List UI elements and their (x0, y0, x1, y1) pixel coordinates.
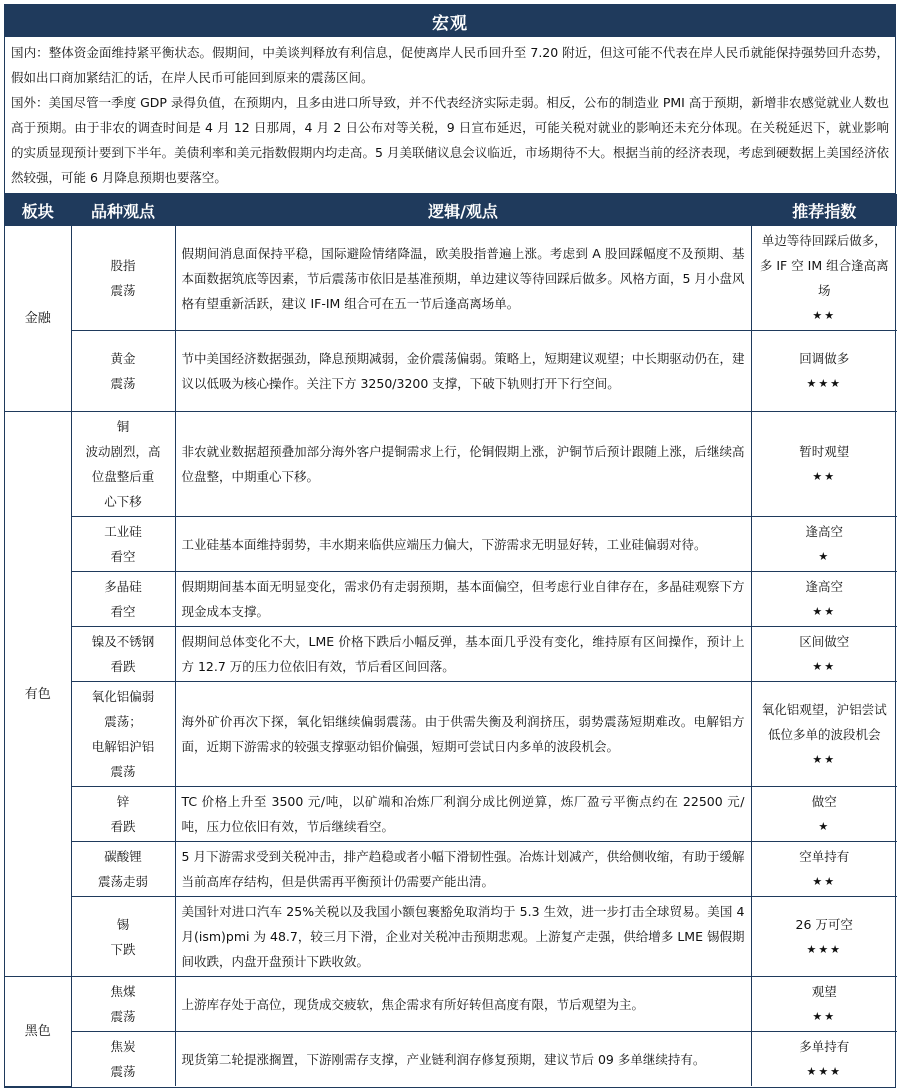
variety-cell (71, 627, 175, 682)
table-header-row (5, 195, 897, 226)
variety-line: 焦炭 (110, 1039, 136, 1054)
recommendation-text: 回调做多 (799, 351, 850, 366)
recommendation-text: 暂时观望 (799, 444, 850, 459)
recommendation-cell (751, 787, 897, 842)
sector-cell: 有色 (5, 412, 71, 977)
recommendation-text: 26 万可空 (795, 916, 853, 932)
table-row (5, 331, 897, 412)
table-row (5, 517, 897, 572)
table-row (5, 412, 897, 517)
variety-line: 震荡； (104, 714, 142, 729)
rating-stars: ★★★ (806, 942, 843, 956)
variety-line: 镍及不锈钢 (91, 634, 155, 649)
variety-cell (71, 412, 175, 517)
rating-stars: ★★ (812, 660, 837, 673)
variety-line: 电解铝沪铝 (91, 739, 155, 754)
rating-stars: ★★★ (806, 377, 843, 390)
strategy-document (4, 4, 896, 1088)
sector-cell: 金融 (5, 226, 71, 412)
header-logic: 逻辑/观点 (175, 195, 751, 226)
recommendation-cell (751, 1032, 897, 1087)
header-recommendation: 推荐指数 (751, 195, 897, 226)
logic-cell: 5 月下游需求受到关税冲击，排产趋稳或者小幅下滑韧性强。冶炼计划减产，供给侧收缩，有助于缓解当前高库存结构，但是供需再平衡预计仍需要产能出清。 (175, 842, 751, 897)
variety-line: 震荡 (110, 283, 136, 298)
variety-cell (71, 977, 175, 1032)
recommendation-cell (751, 682, 897, 787)
logic-cell: 现货第二轮提涨搁置，下游刚需存支撑，产业链利润存修复预期，建议节后 09 多单继续持有。 (175, 1032, 751, 1087)
variety-line: 位盘整后重 (91, 469, 155, 484)
variety-line: 看空 (110, 604, 136, 619)
variety-line: 震荡 (110, 376, 136, 391)
logic-cell: 非农就业数据超预叠加部分海外客户提铜需求上行，伦铜假期上涨，沪铜节后预计跟随上涨，后继续高位盘整，中期重心下移。 (175, 412, 751, 517)
variety-cell (71, 517, 175, 572)
variety-line: 铜 (116, 419, 130, 434)
table-row (5, 897, 897, 977)
table-row (5, 627, 897, 682)
rating-stars: ★★ (812, 309, 837, 322)
variety-line: 多晶硅 (104, 579, 142, 594)
recommendation-text: 做空 (811, 794, 837, 809)
variety-cell (71, 787, 175, 842)
recommendation-cell (751, 842, 897, 897)
variety-cell (71, 1032, 175, 1087)
logic-cell: 假期间总体变化不大，LME 价格下跌后小幅反弹，基本面几乎没有变化，维持原有区间操作，预计上方 12.7 万的压力位依旧有效，节后看区间回落。 (175, 627, 751, 682)
views-table (5, 194, 897, 1087)
variety-cell (71, 897, 175, 977)
recommendation-text: 单边等待回踩后做多，多 IF 空 IM 组合逢高离场 (759, 233, 889, 298)
variety-cell (71, 226, 175, 331)
variety-line: 锌 (116, 794, 130, 809)
variety-line: 锡 (116, 916, 130, 932)
variety-cell (71, 682, 175, 787)
table-body (5, 226, 897, 1087)
variety-line: 震荡走弱 (97, 874, 148, 889)
macro-foreign: 国外：美国尽管一季度 GDP 录得负值，在预期内，且多由进口所导致，并不代表经济实际走弱。相反，公布的制造业 PMI 高于预期，新增非农感觉就业人数也高于预期。由于非农的调查时间是 4 月 12 日那周，4 月 2 日公布对等关税，9 日宣布延迟，可能关税对就业的影响还未充分体现。在关税延迟下，就业影响的实质显现预计要到下半年。美债利率和美元指数假期内均走高。5 月美联储议息会议临近，市场期待不大。根据当前的经济表现，考虑到硬数据上美国经济依然较强，可能 6 月降息预期也要落空。 (11, 95, 889, 185)
table-row (5, 787, 897, 842)
variety-line: 看空 (110, 549, 136, 564)
table-row (5, 572, 897, 627)
table-row (5, 226, 897, 331)
rating-stars: ★★ (812, 1010, 837, 1023)
logic-cell: TC 价格上升至 3500 元/吨，以矿端和冶炼厂利润分成比例逆算，炼厂盈亏平衡点约在 22500 元/吨，压力位依旧有效，节后继续看空。 (175, 787, 751, 842)
logic-cell: 假期期间基本面无明显变化，需求仍有走弱预期，基本面偏空，但考虑行业自律存在，多晶硅观察下方现金成本支撑。 (175, 572, 751, 627)
recommendation-text: 氧化铝观望，沪铝尝试低位多单的波段机会 (761, 701, 887, 742)
recommendation-cell (751, 627, 897, 682)
variety-line: 心下移 (104, 494, 142, 509)
recommendation-cell (751, 572, 897, 627)
table-row (5, 682, 897, 787)
recommendation-cell (751, 517, 897, 572)
recommendation-text: 逢高空 (805, 524, 843, 539)
sector-cell: 黑色 (5, 977, 71, 1087)
recommendation-text: 逢高空 (805, 579, 843, 594)
variety-line: 震荡 (110, 1064, 136, 1079)
recommendation-cell (751, 977, 897, 1032)
rating-stars: ★★★ (806, 1065, 843, 1078)
rating-stars: ★★ (812, 752, 837, 766)
macro-section (5, 37, 895, 194)
logic-cell: 上游库存处于高位，现货成交疲软，焦企需求有所好转但高度有限，节后观望为主。 (175, 977, 751, 1032)
variety-line: 焦煤 (110, 984, 136, 999)
rating-stars: ★ (818, 820, 831, 833)
variety-line: 看跌 (110, 819, 136, 834)
table-row (5, 1032, 897, 1087)
variety-line: 碳酸锂 (104, 849, 142, 864)
header-sector: 板块 (5, 195, 71, 226)
table-row (5, 977, 897, 1032)
logic-cell: 工业硅基本面维持弱势，丰水期来临供应端压力偏大，下游需求无明显好转，工业硅偏弱对待。 (175, 517, 751, 572)
rating-stars: ★★ (812, 875, 837, 888)
macro-domestic: 国内：整体资金面维持紧平衡状态。假期间，中美谈判释放有利信息，促使离岸人民币回升至 7.20 附近，但这可能不代表在岸人民币就能保持强势回升态势，假如出口商加紧结汇的话，在岸人民币可能回到原来的震荡区间。 (11, 45, 889, 85)
logic-cell: 美国针对进口汽车 25%关税以及我国小额包裹豁免取消均于 5.3 生效，进一步打击全球贸易。美国 4 月(ism)pmi 为 48.7，较三月下滑，企业对关税冲击预期悲观。上游复产走强，供给增多 LME 锡假期间收跌，内盘开盘预计下跌收敛。 (175, 897, 751, 977)
table-row (5, 842, 897, 897)
rating-stars: ★★ (812, 470, 837, 483)
recommendation-text: 空单持有 (799, 849, 850, 864)
header-variety: 品种观点 (71, 195, 175, 226)
recommendation-text: 多单持有 (799, 1039, 850, 1054)
variety-line: 工业硅 (104, 524, 142, 539)
recommendation-cell (751, 897, 897, 977)
variety-line: 波动剧烈，高 (85, 444, 161, 459)
variety-line: 黄金 (110, 351, 136, 366)
recommendation-text: 观望 (811, 984, 837, 999)
rating-stars: ★★ (812, 605, 837, 618)
macro-title: 宏观 (5, 5, 895, 37)
logic-cell: 节中美国经济数据强劲，降息预期减弱，金价震荡偏弱。策略上，短期建议观望；中长期驱动仍在，建议以低吸为核心操作。关注下方 3250/3200 支撑，下破下轨则打开下行空间。 (175, 331, 751, 412)
variety-cell (71, 572, 175, 627)
recommendation-cell (751, 226, 897, 331)
logic-cell: 假期间消息面保持平稳，国际避险情绪降温，欧美股指普遍上涨。考虑到 A 股回踩幅度不及预期、基本面数据筑底等因素，节后震荡市依旧是基准预期，单边建议等待回踩后做多。风格方面，5 月小盘风格有望重新活跃，建议 IF-IM 组合可在五一节后逢高离场单。 (175, 226, 751, 331)
recommendation-cell (751, 331, 897, 412)
variety-cell (71, 842, 175, 897)
variety-line: 氧化铝偏弱 (91, 689, 155, 704)
recommendation-cell (751, 412, 897, 517)
variety-line: 下跌 (110, 941, 136, 957)
variety-cell (71, 331, 175, 412)
recommendation-text: 区间做空 (799, 634, 850, 649)
variety-line: 震荡 (110, 764, 136, 779)
variety-line: 股指 (110, 258, 136, 273)
variety-line: 震荡 (110, 1009, 136, 1024)
logic-cell: 海外矿价再次下探，氧化铝继续偏弱震荡。由于供需失衡及利润挤压，弱势震荡短期难改。电解铝方面，近期下游需求的较强支撑驱动铝价偏强，短期可尝试日内多单的波段机会。 (175, 682, 751, 787)
rating-stars: ★ (818, 550, 831, 563)
variety-line: 看跌 (110, 659, 136, 674)
